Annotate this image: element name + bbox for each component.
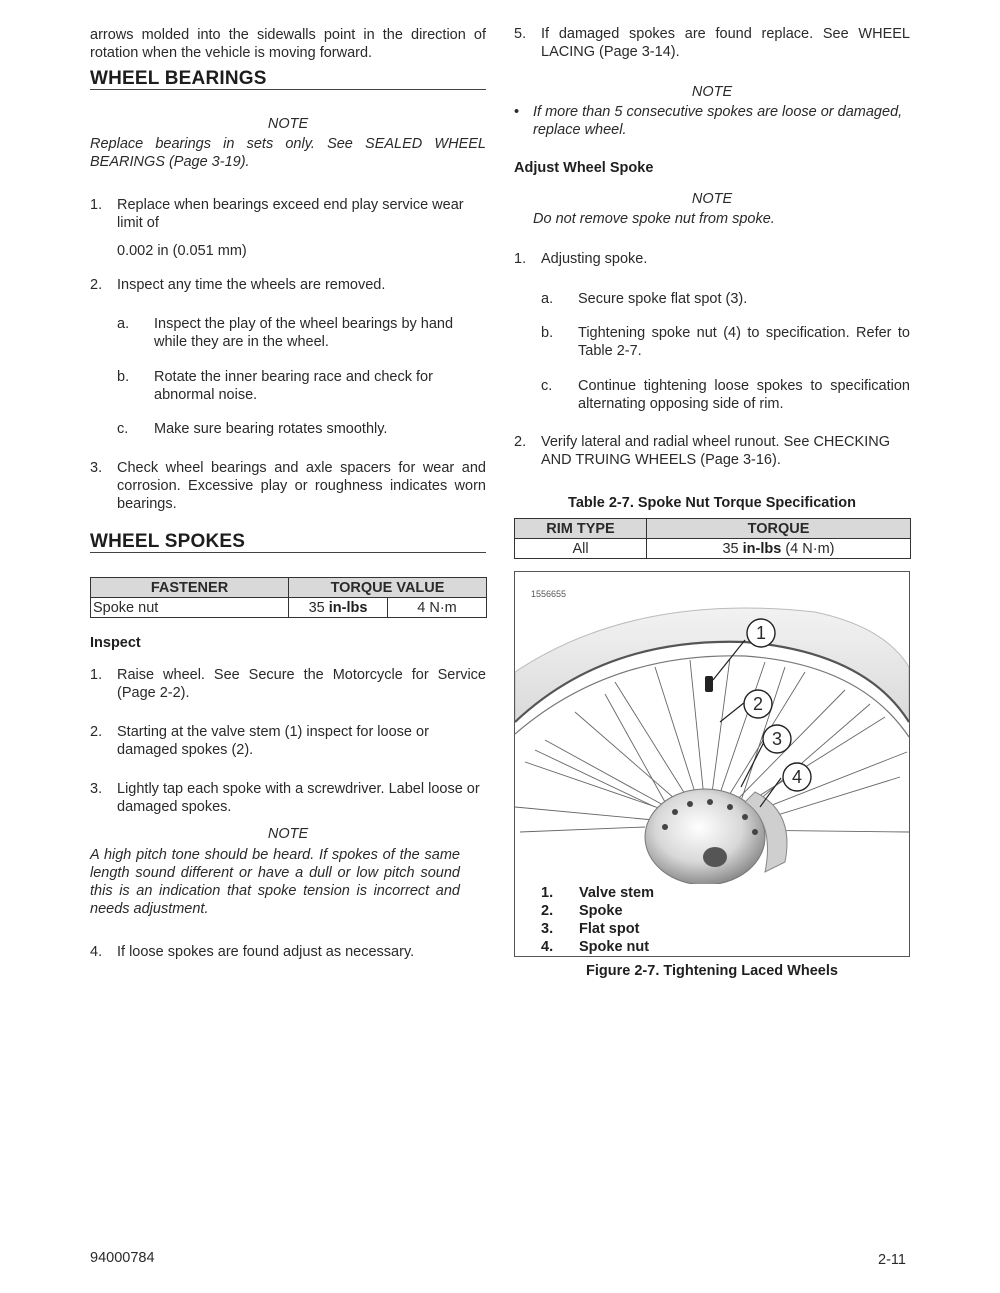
figure-box bbox=[514, 571, 910, 957]
legend-item-3 bbox=[541, 920, 640, 938]
torque-unit: in-lbs bbox=[742, 540, 782, 557]
legend-label: Flat spot bbox=[579, 921, 640, 937]
step-text: Lightly tap each spoke with a screwdriver. Label loose or damaged spokes. bbox=[117, 781, 480, 815]
step-text: Raise wheel. See Secure the Motorcycle for Service (Page 2-2). bbox=[117, 667, 486, 701]
inspect-note: A high pitch tone should be heard. If spokes of the same length sound different or have a dull or low pitch sound this is an indication that spoke tension is incorrect and needs adjustment. bbox=[90, 847, 460, 917]
metric-value: (4 N·m) bbox=[781, 540, 835, 557]
bearings-note: Replace bearings in sets only. See SEALED WHEEL BEARINGS (Page 3-19). bbox=[90, 136, 486, 170]
substep-letter: c. bbox=[541, 378, 553, 394]
step-text: Starting at the valve stem (1) inspect for loose or damaged spokes (2). bbox=[117, 724, 429, 758]
callout-4: 4 bbox=[791, 767, 802, 787]
substep-text: Tightening spoke nut (4) to specification. Refer to Table 2-7. bbox=[578, 325, 910, 359]
table-header-fastener: FASTENER bbox=[91, 578, 289, 598]
document-number: 94000784 bbox=[90, 1250, 155, 1266]
legend-item-4 bbox=[541, 938, 650, 956]
substep-letter: b. bbox=[117, 369, 130, 385]
adjust-heading: Adjust Wheel Spoke bbox=[514, 160, 654, 176]
step-number: 3. bbox=[90, 460, 103, 476]
spokes-step-5 bbox=[514, 25, 910, 61]
torque-unit: in-lbs bbox=[328, 599, 368, 616]
inspect-step-4 bbox=[90, 943, 486, 961]
adjust-step-2 bbox=[514, 433, 910, 469]
bearings-step-1 bbox=[90, 196, 486, 232]
step-number: 5. bbox=[514, 26, 527, 42]
step-number: 1. bbox=[514, 251, 527, 267]
inspect-step-1 bbox=[90, 666, 486, 702]
wheel-bearings-heading: WHEEL BEARINGS bbox=[90, 70, 486, 90]
torque-value: 35 bbox=[722, 540, 743, 557]
step-number: 2. bbox=[514, 434, 527, 450]
legend-item-1 bbox=[541, 884, 654, 902]
bearings-step-3 bbox=[90, 459, 486, 513]
legend-label: Valve stem bbox=[579, 885, 654, 901]
metric-cell: 4 N·m bbox=[388, 598, 487, 618]
bullet: • bbox=[514, 104, 520, 120]
note1-item bbox=[514, 103, 910, 139]
step-number: 2. bbox=[90, 277, 103, 293]
step-number: 4. bbox=[90, 944, 103, 960]
table-caption: Table 2-7. Spoke Nut Torque Specification bbox=[568, 495, 856, 511]
legend-label: Spoke nut bbox=[579, 939, 650, 955]
inspect-heading: Inspect bbox=[90, 635, 141, 651]
inspect-step-2 bbox=[90, 723, 486, 759]
note2-text: Do not remove spoke nut from spoke. bbox=[533, 211, 775, 227]
table-header-torque: TORQUE VALUE bbox=[289, 578, 487, 598]
step-text: Check wheel bearings and axle spacers for wear and corrosion. Excessive play or roughness indicates worn bearings. bbox=[117, 460, 486, 512]
valve-stem bbox=[705, 676, 713, 692]
substep-text: Rotate the inner bearing race and check for abnormal noise. bbox=[154, 369, 433, 403]
legend-number: 1. bbox=[541, 885, 554, 901]
note1-text: If more than 5 consecutive spokes are loose or damaged, replace wheel. bbox=[533, 104, 903, 138]
callout-2: 2 bbox=[752, 694, 763, 714]
figure-id: 1556655 bbox=[531, 589, 567, 599]
note2-title: NOTE bbox=[691, 191, 733, 207]
table-header-torque: TORQUE bbox=[647, 519, 911, 539]
figure-caption: Figure 2-7. Tightening Laced Wheels bbox=[586, 963, 838, 979]
note1-title: NOTE bbox=[691, 84, 733, 100]
substep-text: Inspect the play of the wheel bearings by hand while they are in the wheel. bbox=[154, 316, 454, 350]
table-header-rim-type: RIM TYPE bbox=[515, 519, 647, 539]
substep-letter: a. bbox=[117, 316, 130, 332]
substep-text: Make sure bearing rotates smoothly. bbox=[154, 421, 388, 437]
step-text: If loose spokes are found adjust as necessary. bbox=[117, 944, 415, 960]
adjust-step-1 bbox=[514, 250, 910, 268]
legend-label: Spoke bbox=[579, 903, 623, 919]
substep-text: Secure spoke flat spot (3). bbox=[578, 291, 748, 307]
callout-1: 1 bbox=[755, 623, 766, 643]
torque-value: 35 bbox=[308, 599, 329, 616]
step-number: 2. bbox=[90, 724, 103, 740]
bearings-substep-c bbox=[117, 420, 486, 438]
callout-3: 3 bbox=[771, 729, 782, 749]
substep-letter: c. bbox=[117, 421, 129, 437]
legend-number: 4. bbox=[541, 939, 554, 955]
torque-cell bbox=[647, 539, 911, 559]
step-text: If damaged spokes are found replace. See WHEEL LACING (Page 3-14). bbox=[541, 26, 910, 60]
substep-text: Continue tightening loose spokes to specification alternating opposing side of rim. bbox=[578, 378, 910, 412]
step-text: Inspect any time the wheels are removed. bbox=[117, 277, 386, 293]
torque-cell bbox=[289, 598, 388, 618]
step-number: 3. bbox=[90, 781, 103, 797]
substep-letter: a. bbox=[541, 291, 554, 307]
adjust-substep-a bbox=[541, 290, 910, 308]
bearings-note-title: NOTE bbox=[267, 116, 309, 132]
inspect-step-3 bbox=[90, 780, 486, 816]
substep-letter: b. bbox=[541, 325, 554, 341]
adjust-substep-c bbox=[541, 377, 910, 413]
step-text: Verify lateral and radial wheel runout. See CHECKING AND TRUING WHEELS (Page 3-16). bbox=[541, 434, 890, 468]
fastener-cell: Spoke nut bbox=[91, 598, 289, 618]
bearings-wear-limit: 0.002 in (0.051 mm) bbox=[117, 243, 247, 259]
step-text: Adjusting spoke. bbox=[541, 251, 648, 267]
bearings-substep-b bbox=[117, 368, 486, 404]
bearings-step-2 bbox=[90, 276, 486, 294]
rim-cell: All bbox=[515, 539, 647, 559]
bearings-substep-a bbox=[117, 315, 486, 351]
legend-number: 3. bbox=[541, 921, 554, 937]
legend-number: 2. bbox=[541, 903, 554, 919]
inspect-note-title: NOTE bbox=[267, 826, 309, 842]
wheel-spokes-heading: WHEEL SPOKES bbox=[90, 533, 486, 553]
adjust-substep-b bbox=[541, 324, 910, 360]
fastener-torque-table bbox=[90, 577, 487, 618]
intro-paragraph: arrows molded into the sidewalls point in the direction of rotation when the vehicle is moving forward. bbox=[90, 27, 486, 61]
rim-torque-table bbox=[514, 518, 911, 559]
step-number: 1. bbox=[90, 197, 103, 213]
wheel-illustration bbox=[515, 572, 909, 884]
legend-item-2 bbox=[541, 902, 623, 920]
step-text: Replace when bearings exceed end play service wear limit of bbox=[117, 197, 464, 231]
page-number: 2-11 bbox=[878, 1252, 906, 1268]
step-number: 1. bbox=[90, 667, 103, 683]
